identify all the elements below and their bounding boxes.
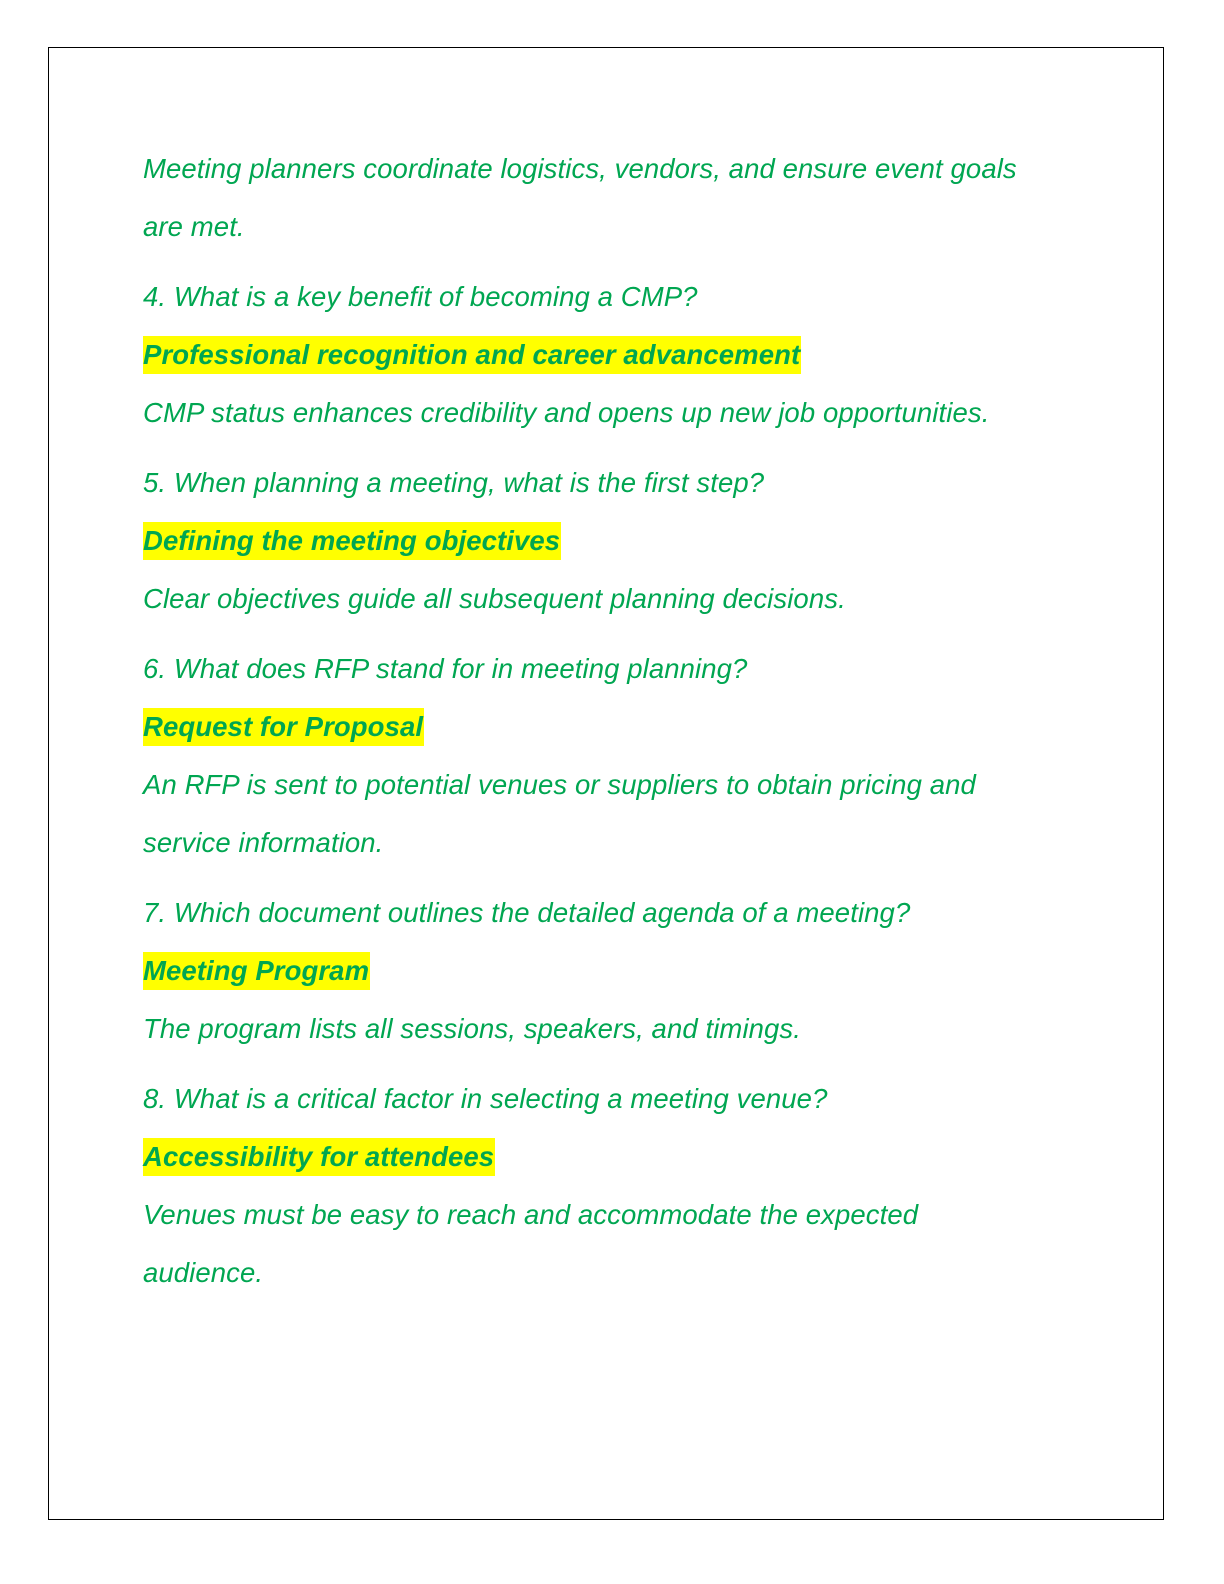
explanation-8-line-1: Venues must be easy to reach and accommodate the expected xyxy=(143,1199,919,1230)
intro-explanation-line-2: are met. xyxy=(143,211,245,242)
answer-7: Meeting Program xyxy=(143,952,370,990)
question-6: 6. What does RFP stand for in meeting planning? xyxy=(143,653,748,684)
explanation-6-line-1: An RFP is sent to potential venues or suppliers to obtain pricing and xyxy=(143,769,976,800)
explanation-6-line-2: service information. xyxy=(143,827,384,858)
intro-explanation-line-1: Meeting planners coordinate logistics, vendors, and ensure event goals xyxy=(143,153,1017,184)
explanation-8-line-2: audience. xyxy=(143,1257,264,1288)
question-7: 7. Which document outlines the detailed agenda of a meeting? xyxy=(143,897,911,928)
question-5: 5. When planning a meeting, what is the first step? xyxy=(143,467,765,498)
answer-5: Defining the meeting objectives xyxy=(143,522,561,560)
explanation-4-line-1: CMP status enhances credibility and opens up new job opportunities. xyxy=(143,397,990,428)
question-8: 8. What is a critical factor in selecting a meeting venue? xyxy=(143,1083,828,1114)
explanation-5-line-1: Clear objectives guide all subsequent planning decisions. xyxy=(143,583,846,614)
question-4: 4. What is a key benefit of becoming a CMP? xyxy=(143,281,698,312)
answer-8: Accessibility for attendees xyxy=(143,1138,495,1176)
document-body xyxy=(143,140,1083,1302)
answer-6: Request for Proposal xyxy=(143,708,424,746)
answer-4: Professional recognition and career advancement xyxy=(143,336,801,374)
explanation-7-line-1: The program lists all sessions, speakers, and timings. xyxy=(143,1013,802,1044)
